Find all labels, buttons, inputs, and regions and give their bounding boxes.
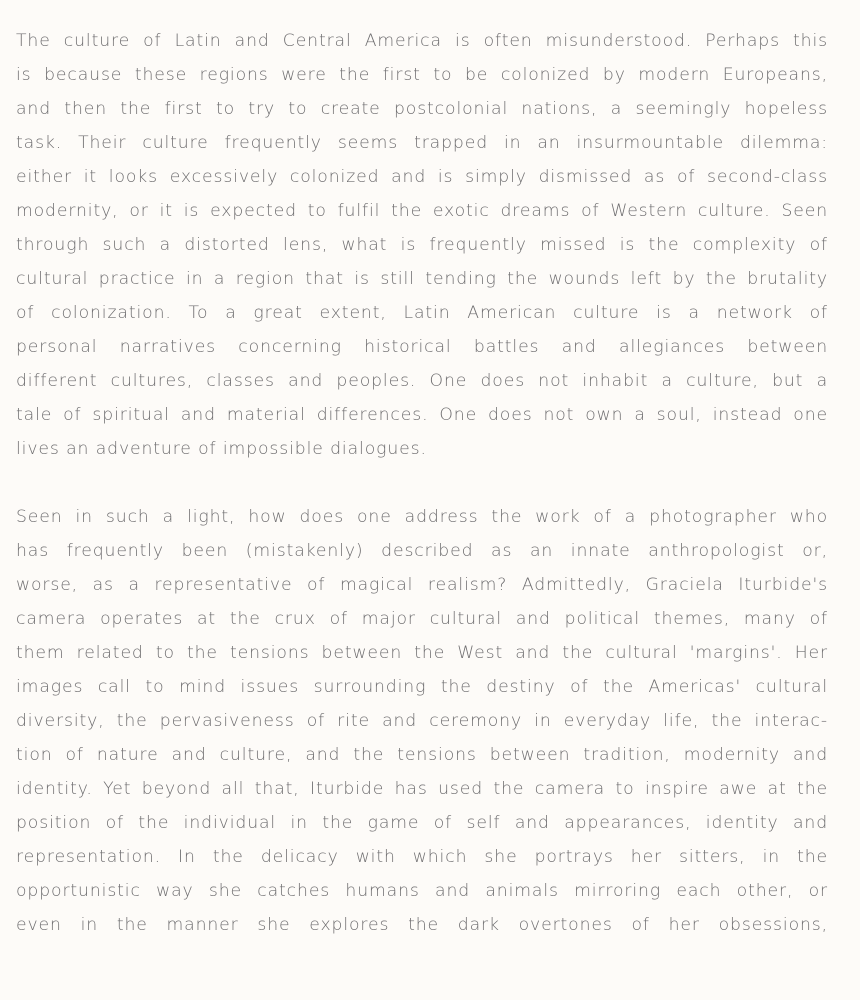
text-line: modernity, or it is expected to fulfil the exotic dreams of Western culture. Seen bbox=[16, 201, 828, 221]
text-line: even in the manner she explores the dark overtones of her obsessions, bbox=[16, 915, 828, 935]
paragraph-spacing bbox=[16, 466, 828, 500]
text-line: camera operates at the crux of major cultural and political themes, many of bbox=[16, 609, 828, 629]
text-line: opportunistic way she catches humans and animals mirroring each other, or bbox=[16, 881, 828, 901]
text-line: identity. Yet beyond all that, Iturbide has used the camera to inspire awe at the bbox=[16, 779, 828, 799]
text-line: tale of spiritual and material differences. One does not own a soul, instead one bbox=[16, 405, 828, 425]
text-line: cultural practice in a region that is still tending the wounds left by the brutality bbox=[16, 269, 828, 289]
text-line: images call to mind issues surrounding the destiny of the Americas' cultural bbox=[16, 677, 828, 697]
text-line: Seen in such a light, how does one address the work of a photographer who bbox=[16, 507, 828, 527]
text-line: and then the first to try to create postcolonial nations, a seemingly hopeless bbox=[16, 99, 828, 119]
text-line: personal narratives concerning historical battles and allegiances between bbox=[16, 337, 828, 357]
text-line: of colonization. To a great extent, Latin American culture is a network of bbox=[16, 303, 828, 323]
text-line: has frequently been (mistakenly) described as an innate anthropologist or, bbox=[16, 541, 828, 561]
text-line: through such a distorted lens, what is frequently missed is the complexity of bbox=[16, 235, 828, 255]
text-line: lives an adventure of impossible dialogues. bbox=[16, 439, 427, 459]
text-line: The culture of Latin and Central America is often misunderstood. Perhaps this bbox=[16, 31, 828, 51]
text-line: different cultures, classes and peoples. One does not inhabit a culture, but a bbox=[16, 371, 828, 391]
text-line: task. Their culture frequently seems trapped in an insurmountable dilemma: bbox=[16, 133, 828, 153]
text-line: them related to the tensions between the West and the cultural 'margins'. Her bbox=[16, 643, 828, 663]
text-line: diversity, the pervasiveness of rite and ceremony in everyday life, the interac- bbox=[16, 711, 828, 731]
paragraph-1 bbox=[16, 24, 828, 466]
text-line: worse, as a representative of magical realism? Admittedly, Graciela Iturbide's bbox=[16, 575, 828, 595]
paragraph-2 bbox=[16, 500, 828, 942]
text-line: is because these regions were the first to be colonized by modern Europeans, bbox=[16, 65, 828, 85]
text-line: tion of nature and culture, and the tensions between tradition, modernity and bbox=[16, 745, 828, 765]
text-line: either it looks excessively colonized and is simply dismissed as of second-class bbox=[16, 167, 828, 187]
text-line: position of the individual in the game of self and appearances, identity and bbox=[16, 813, 828, 833]
text-line: representation. In the delicacy with which she portrays her sitters, in the bbox=[16, 847, 828, 867]
